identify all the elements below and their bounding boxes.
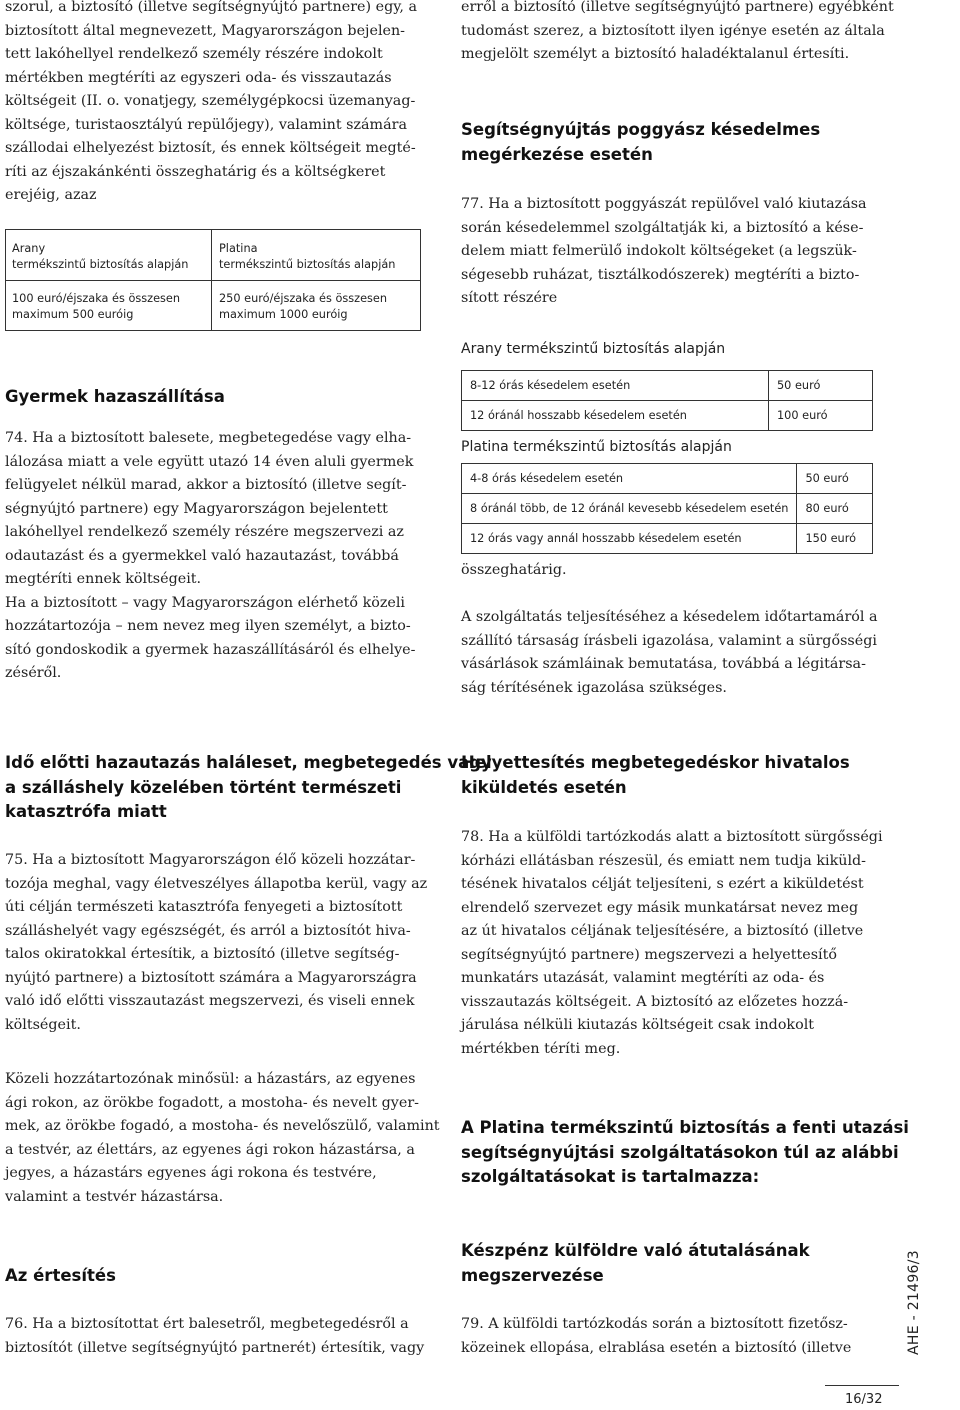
text-line: A szolgáltatás teljesítéséhez a késedelem időtartamáról a	[461, 609, 878, 625]
platina-intro-title	[461, 1116, 909, 1190]
fee-row	[462, 524, 873, 554]
text-line: segítségnyújtó partnere) megszervezi a helyettesítő	[461, 946, 837, 963]
text-line: járulása nélküli kiutazás költségeit csak indokolt	[461, 1017, 815, 1033]
text-line: erejéig, azaz	[5, 187, 97, 203]
cash-transfer-paragraph	[461, 1313, 901, 1360]
text-line: munkatárs utazását, valamint megtéríti az oda- és	[461, 970, 825, 986]
text-line: a testvér, az élettárs, az egyenes ági rokon házastársa, a	[5, 1141, 415, 1158]
text-line: ság térítésének igazolása szükséges.	[461, 679, 727, 696]
text-line: való idő előtti visszautazást megszervezi, és viseli ennek	[5, 993, 415, 1009]
text-line: költségeit (II. o. vonatjegy, személygépkocsi üzemanyag-	[5, 93, 416, 109]
text-line: mértékben téríti meg.	[461, 1040, 621, 1057]
text-line: tett lakóhellyel rendelkező személy részére indokolt	[5, 46, 383, 62]
intro-paragraph	[5, 0, 430, 208]
child-section-title: Gyermek hazaszállítása	[5, 387, 225, 406]
text-line: visszautazás költségeit. A biztosító az előzetes hozzá-	[461, 993, 849, 1010]
text-line: kiküldetés esetén	[461, 777, 627, 797]
early-return-section-title	[5, 751, 492, 825]
fee-amount: 50 euró	[769, 371, 873, 401]
text-line: szálláshelyét vagy egészségét, és arról a biztosítót hiva-	[5, 922, 411, 939]
text-line: költsége, turistaosztályú repülőjegy), valamint számára	[5, 116, 407, 133]
relatives-paragraph	[5, 1068, 440, 1209]
fee-amount: 50 euró	[797, 464, 873, 494]
arany-header	[12, 241, 188, 273]
baggage-paragraph	[461, 193, 901, 311]
footer-rule	[825, 1385, 899, 1386]
text-line: 79. A külföldi tartózkodás során a biztosított fizetősz-	[461, 1316, 848, 1332]
text-line: lálozása miatt a vele együtt utazó 14 éven aluli gyermek	[5, 453, 414, 470]
baggage-section-title	[461, 118, 820, 167]
text-line: zéséről.	[5, 665, 62, 681]
baggage-platina-label: Platina termékszintű biztosítás alapján	[461, 439, 732, 455]
text-line: közeinek ellopása, elrablása esetén a biztosító (illetve	[461, 1339, 852, 1356]
text-line: megtéríti ennek költségeit.	[5, 571, 202, 587]
text-line: tozója meghal, vagy életveszélyes állapotba kerül, vagy az	[5, 875, 428, 892]
text-line: odautazást és a gyermekkel való hazautazást, továbbá	[5, 547, 399, 564]
fee-row	[462, 464, 873, 494]
text-line: talos okiratokkal értesítik, a biztosító (illetve segítség-	[5, 946, 400, 962]
text-line: megszervezése	[461, 1265, 604, 1285]
text-line: maximum 500 euróig	[12, 308, 134, 321]
text-line: az út hivatalos céljának teljesítésére, a biztosító (illetve	[461, 923, 864, 939]
text-line: Készpénz külföldre való átutalásának	[461, 1241, 810, 1260]
text-line: vásárlások számláinak bemutatása, továbbá a légitársa-	[461, 656, 866, 672]
fee-description: 4-8 órás késedelem esetén	[462, 464, 797, 494]
text-line: A Platina termékszintű biztosítás a fenti utazási	[461, 1118, 909, 1137]
text-line: ági rokon, az örökbe fogadott, a mostoha- és nevelt gyer-	[5, 1094, 419, 1111]
page-number: 16/32	[845, 1392, 883, 1407]
text-line: tésének hivatalos célját teljesíteni, s ezért a kiküldetést	[461, 876, 864, 892]
proof-paragraph	[461, 606, 921, 700]
accommodation-table	[5, 229, 421, 331]
text-line: lakóhellyel rendelkező személy részére megszervezi az	[5, 524, 404, 540]
text-line: Idő előtti hazautazás haláleset, megbetegedés vagy	[5, 753, 492, 772]
text-line: 75. Ha a biztosított Magyarországon élő közeli hozzátar-	[5, 852, 416, 868]
child-paragraph	[5, 427, 430, 686]
text-line: szállodai elhelyezést biztosít, és ennek költségeit megté-	[5, 140, 416, 156]
text-line: sított részére	[461, 290, 558, 306]
text-line: termékszintű biztosítás alapján	[12, 258, 189, 271]
fee-amount: 150 euró	[797, 524, 873, 554]
fee-description: 8-12 órás késedelem esetén	[462, 371, 769, 401]
text-line: szolgáltatásokat is tartalmazza:	[461, 1167, 760, 1186]
text-line: szállító társaság írásbeli igazolása, valamint a sürgősségi	[461, 632, 877, 649]
text-line: sító gondoskodik a gyermek hazaszállításáról és elhelye-	[5, 641, 416, 658]
left-top-column	[5, 0, 430, 208]
fee-description: 12 óránál hosszabb késedelem esetén	[462, 401, 769, 431]
text-line: delem miatt felmerülő indokolt költségeket (a legszük-	[461, 243, 857, 259]
text-line: Helyettesítés megbetegedéskor hivatalos	[461, 753, 850, 772]
arany-value	[12, 291, 180, 323]
text-line: Segítségnyújtás poggyász késedelmes	[461, 120, 821, 139]
text-line: jegyes, a házastárs egyenes ági rokona és testvére,	[5, 1165, 377, 1181]
text-line: megjelölt személyt a biztosító haladéktalanul értesíti.	[461, 46, 850, 62]
text-line: a szálláshely közelében történt természeti	[5, 777, 402, 797]
limit-text: összeghatárig.	[461, 562, 567, 578]
text-line: Platina	[219, 242, 258, 255]
text-line: felügyelet nélkül marad, akkor a biztosító (illetve segít-	[5, 477, 407, 493]
notice-section-title: Az értesítés	[5, 1266, 116, 1285]
fee-row	[462, 494, 873, 524]
notice-continued-paragraph	[461, 0, 921, 67]
platina-value	[219, 291, 387, 323]
platina-header	[219, 241, 395, 273]
text-line: termékszintű biztosítás alapján	[219, 258, 396, 271]
notice-paragraph	[5, 1313, 435, 1360]
baggage-arany-table	[461, 370, 873, 431]
fee-row	[462, 371, 873, 401]
text-line: Közeli hozzátartozónak minősül: a házastárs, az egyenes	[5, 1071, 416, 1087]
text-line: hozzátartozója – nem nevez meg ilyen személyt, a bizto-	[5, 618, 411, 634]
text-line: maximum 1000 euróig	[219, 308, 348, 321]
text-line: segítségnyújtási szolgáltatásokon túl az alábbi	[461, 1142, 899, 1162]
text-line: 77. Ha a biztosított poggyászát repülővel való kiutazása	[461, 196, 867, 212]
text-line: 76. Ha a biztosítottat ért balesetről, megbetegedésről a	[5, 1316, 409, 1332]
text-line: erről a biztosító (illetve segítségnyújtó partnere) egyébként	[461, 0, 894, 15]
text-line: kórházi ellátásban részesül, és emiatt nem tudja kiküld-	[461, 852, 867, 869]
fee-amount: 100 euró	[769, 401, 873, 431]
text-line: során késedelemmel szolgáltatják ki, a biztosító a kése-	[461, 219, 864, 236]
early-return-paragraph	[5, 849, 435, 1037]
text-line: elrendelő szervezet egy másik munkatársat nevez meg	[461, 899, 859, 916]
text-line: valamint a testvér házastársa.	[5, 1188, 224, 1205]
baggage-platina-table	[461, 463, 873, 554]
text-line: Arany	[12, 242, 46, 255]
document-code: AHE - 21496/3	[906, 1250, 922, 1355]
text-line: mértékben megtéríti az egyszeri oda- és visszautazás	[5, 69, 392, 86]
fee-row	[462, 401, 873, 431]
text-line: szorul, a biztosító (illetve segítségnyújtó partnere) egy, a	[5, 0, 418, 15]
fee-description: 8 óránál több, de 12 óránál kevesebb késedelem esetén	[462, 494, 797, 524]
text-line: ségesebb ruházat, tisztálkodószerek) megtéríti a bizto-	[461, 266, 860, 283]
text-line: 74. Ha a biztosított balesete, megbetegedése vagy elha-	[5, 430, 412, 446]
fee-description: 12 órás vagy annál hosszabb késedelem esetén	[462, 524, 797, 554]
baggage-arany-label: Arany termékszintű biztosítás alapján	[461, 341, 726, 357]
text-line: mek, az örökbe fogadó, a mostoha- és nevelőszülő, valamint	[5, 1118, 440, 1134]
text-line: ríti az éjszakánkénti összeghatárig és a költségkeret	[5, 163, 386, 180]
text-line: úti célján természeti katasztrófa fenyegeti a biztosított	[5, 899, 403, 915]
text-line: 250 euró/éjszaka és összesen	[219, 292, 388, 305]
text-line: megérkezése esetén	[461, 144, 653, 164]
text-line: tudomást szerez, a biztosított ilyen igénye esetén az általa	[461, 22, 885, 39]
cash-transfer-section-title	[461, 1239, 810, 1288]
text-line: 78. Ha a külföldi tartózkodás alatt a biztosított sürgősségi	[461, 829, 883, 845]
text-line: ségnyújtó partnere) egy Magyarországon bejelentett	[5, 500, 388, 517]
text-line: költségeit.	[5, 1016, 81, 1033]
text-line: Ha a biztosított – vagy Magyarországon elérhető közeli	[5, 594, 405, 611]
text-line: biztosított által megnevezett, Magyarországon bejelen-	[5, 22, 406, 39]
replacement-section-title	[461, 751, 850, 800]
text-line: 100 euró/éjszaka és összesen	[12, 292, 181, 305]
text-line: nyújtó partnere) a biztosított számára a Magyarországra	[5, 969, 417, 986]
replacement-paragraph	[461, 826, 901, 1061]
text-line: katasztrófa miatt	[5, 802, 167, 821]
text-line: biztosítót (illetve segítségnyújtó partnerét) értesítik, vagy	[5, 1339, 425, 1356]
fee-amount: 80 euró	[797, 494, 873, 524]
